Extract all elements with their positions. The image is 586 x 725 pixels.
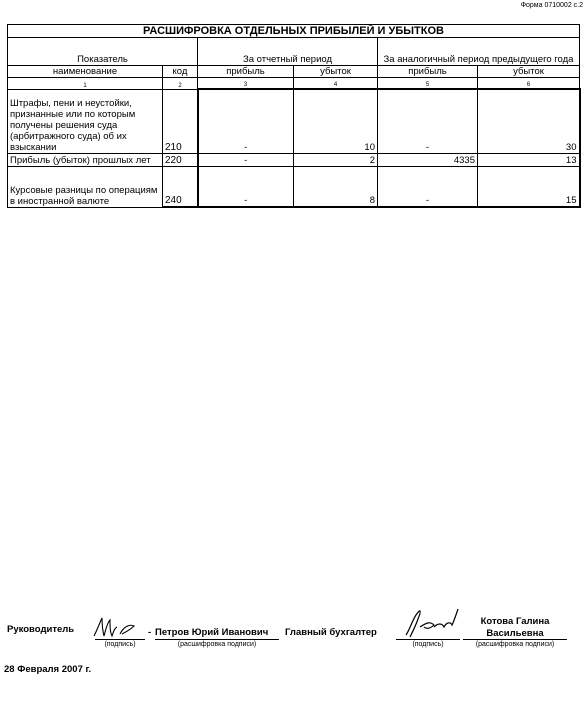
header-cur-loss: убыток: [294, 66, 378, 78]
column-number: 1: [8, 78, 163, 90]
table-row: [8, 166, 580, 207]
report-table: [7, 24, 581, 208]
head-decode-caption: (расшифровка подписи): [177, 641, 257, 648]
table-row: [8, 153, 580, 166]
column-number: 4: [294, 78, 378, 90]
dash: -: [148, 627, 152, 638]
row-cur-loss: 10: [294, 89, 378, 153]
header-code: код: [163, 66, 198, 78]
head-signature-line: [95, 639, 145, 640]
row-code: 220: [163, 153, 198, 166]
signature-block: [0, 600, 586, 660]
row-name: Курсовые разницы по операциям в иностранной валюте: [8, 166, 163, 207]
head-label: Руководитель: [7, 624, 75, 635]
header-previous-period: За аналогичный период предыдущего года: [378, 38, 580, 66]
form-code: Форма 0710002 с.2: [520, 2, 583, 9]
column-number: 2: [163, 78, 198, 90]
column-number: 3: [198, 78, 294, 90]
column-number: 5: [378, 78, 478, 90]
row-code: 210: [163, 89, 198, 153]
chief-signature-line: [396, 639, 460, 640]
row-cur-loss: 2: [294, 153, 378, 166]
chief-signature-caption: (подпись): [412, 641, 444, 648]
row-cur-loss: 8: [294, 166, 378, 207]
row-prev-loss: 15: [478, 166, 580, 207]
header-name: наименование: [8, 66, 163, 78]
row-cur-profit: -: [198, 166, 294, 207]
header-cur-profit: прибыль: [198, 66, 294, 78]
row-prev-loss: 30: [478, 89, 580, 153]
header-prev-loss: убыток: [478, 66, 580, 78]
row-code: 240: [163, 166, 198, 207]
column-number: 6: [478, 78, 580, 90]
row-prev-profit: -: [378, 89, 478, 153]
row-prev-profit: 4335: [378, 153, 478, 166]
chief-accountant-name-line2: Васильевна: [486, 628, 544, 639]
row-prev-profit: -: [378, 166, 478, 207]
table-title: РАСШИФРОВКА ОТДЕЛЬНЫХ ПРИБЫЛЕЙ И УБЫТКОВ: [8, 25, 580, 38]
head-name: Петров Юрий Иванович: [155, 627, 269, 638]
row-cur-profit: -: [198, 153, 294, 166]
head-signature-image: [90, 614, 150, 640]
report-date: 28 Февраля 2007 г.: [4, 664, 92, 675]
header-indicator: Показатель: [8, 38, 198, 66]
chief-accountant-signature-image: [400, 605, 464, 641]
table-row: [8, 89, 580, 153]
row-cur-profit: -: [198, 89, 294, 153]
chief-accountant-name-line1: Котова Галина: [480, 616, 550, 627]
head-signature-caption: (подпись): [104, 641, 136, 648]
chief-decode-caption: (расшифровка подписи): [475, 641, 555, 648]
row-prev-loss: 13: [478, 153, 580, 166]
header-prev-profit: прибыль: [378, 66, 478, 78]
row-name: Прибыль (убыток) прошлых лет: [8, 153, 163, 166]
header-current-period: За отчетный период: [198, 38, 378, 66]
chief-accountant-label: Главный бухгалтер: [285, 627, 377, 638]
chief-decode-line: [463, 639, 567, 640]
row-name: Штрафы, пени и неустойки, признанные или по которым получены решения суда (арбитражного суда) об их взыскании: [8, 89, 163, 153]
head-decode-line: [155, 639, 279, 640]
